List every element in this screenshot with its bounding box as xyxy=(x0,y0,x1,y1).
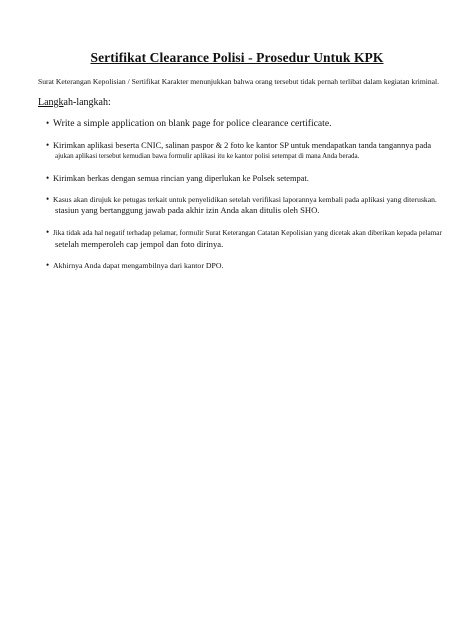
bullet-icon: • xyxy=(46,260,50,270)
step-item-1 xyxy=(46,118,466,129)
step-line xyxy=(46,260,466,270)
steps-heading-rest: ah-langkah: xyxy=(63,97,111,108)
step-line xyxy=(46,140,466,151)
intro-paragraph: Surat Keterangan Kepolisian / Sertifikat Karakter menunjukkan bahwa orang tersebut tidak pernah terlibat dalam kegiatan kriminal. xyxy=(38,77,440,86)
bullet-icon: • xyxy=(46,118,50,128)
step-line xyxy=(46,194,466,205)
bullet-icon: • xyxy=(46,227,50,237)
bullet-icon: • xyxy=(46,173,50,183)
step-text: Kirimkan aplikasi beserta CNIC, salinan paspor & 2 foto ke kantor SP untuk mendapatkan tanda tangannya pada xyxy=(53,141,432,150)
bullet-icon: • xyxy=(46,194,50,204)
steps-heading-underlined: Langk xyxy=(38,97,64,108)
step-continuation: ajukan aplikasi tersebut kemudian bawa formulir aplikasi itu ke kantor polisi setempat di mana Anda berada. xyxy=(55,152,360,160)
step-text: Write a simple application on blank page for police clearance certificate. xyxy=(53,118,332,129)
step-text: Jika tidak ada hal negatif terhadap pelamar, formulir Surat Keterangan Catatan Kepolisian yang dicetak akan diberikan kepada pelamar xyxy=(53,229,442,237)
step-line xyxy=(46,118,466,129)
step-continuation: stasiun yang bertanggung jawab pada akhir izin Anda akan ditulis oleh SHO. xyxy=(55,205,320,215)
step-item-4 xyxy=(46,194,466,216)
steps-heading xyxy=(38,97,111,108)
step-item-3 xyxy=(46,173,466,183)
step-line xyxy=(46,173,466,183)
step-text: Kasus akan dirujuk ke petugas terkait untuk penyelidikan setelah verifikasi laporannya kembali pada aplikasi yang diteruskan. xyxy=(53,195,437,204)
step-item-2 xyxy=(46,140,466,161)
step-text: Kirimkan berkas dengan semua rincian yang diperlukan ke Polsek setempat. xyxy=(53,174,309,183)
step-continuation: setelah memperoleh cap jempol dan foto dirinya. xyxy=(55,239,224,249)
step-item-6 xyxy=(46,260,466,270)
step-text: Akhirnya Anda dapat mengambilnya dari kantor DPO. xyxy=(53,261,224,270)
step-item-5 xyxy=(46,227,466,250)
document-title: Sertifikat Clearance Polisi - Prosedur Untuk KPK xyxy=(90,50,384,65)
step-line xyxy=(46,227,466,239)
bullet-icon: • xyxy=(46,140,50,150)
